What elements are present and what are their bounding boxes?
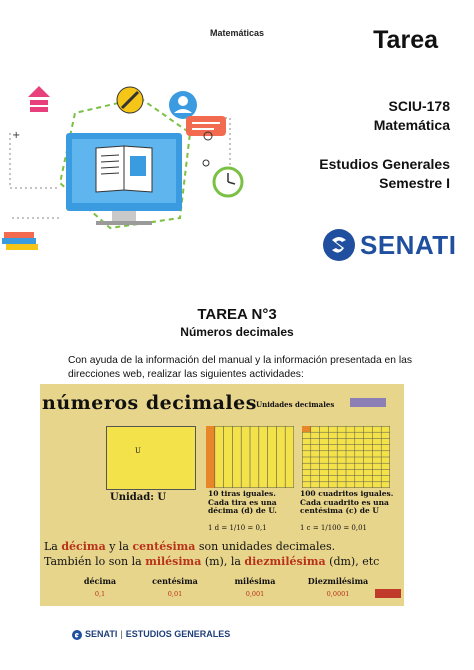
decimal-numbers-figure [40, 384, 404, 606]
course-info-block [319, 97, 450, 193]
pencil-icon [117, 87, 143, 113]
senati-logo-text: SENATI [360, 230, 457, 260]
clock-icon [214, 168, 242, 196]
senati-emblem-icon [322, 228, 356, 262]
assignment-instructions: Con ayuda de la información del manual y la información presentada en las direcciones web, realizar las siguientes actividades: [68, 355, 413, 380]
tenths-grid [206, 426, 294, 488]
footer-logo-text: SENATI [85, 629, 118, 639]
unit-name-decima: décima [83, 576, 117, 586]
books-stack-icon [2, 232, 38, 250]
unit-label: Unidad: U [110, 492, 167, 503]
unit-name-milesima: milésima [234, 576, 276, 586]
senati-emblem-small-icon [72, 630, 82, 640]
footer-separator: | [120, 629, 123, 639]
senati-logo [322, 228, 457, 262]
semester-label: Semestre I [379, 175, 450, 191]
assignment-title: TAREA N°3 [197, 306, 277, 323]
course-name: Matemática [373, 117, 450, 133]
figure-corner-badge [375, 589, 401, 598]
unit-value-decima: 0,1 [94, 590, 106, 598]
figure-tag-badge [350, 398, 386, 407]
figure-heading: números decimales [42, 392, 257, 414]
unit-value-diezmilesima: 0,0001 [326, 590, 350, 598]
hundredths-description: 100 cuadritos iguales. Cada cuadrito es una centésima (c) de U [300, 489, 394, 515]
hundredths-grid [302, 426, 390, 488]
tenths-equation: 1 d = 1/10 = 0,1 [208, 524, 267, 532]
cover-illustration [0, 78, 300, 268]
svg-text:+: + [12, 130, 21, 141]
user-avatar-icon [169, 91, 197, 119]
document-type-title: Tarea [373, 26, 438, 54]
program-name: Estudios Generales [319, 156, 450, 172]
tenths-description: 10 tiras iguales. Cada tira es una décima (d) de U. [208, 489, 277, 515]
figure-statement-2: También lo son la milésima (m), la diezmilésima (dm), etc [44, 555, 380, 568]
unit-square-letter: U [135, 447, 141, 455]
unit-square [106, 426, 196, 490]
footer [72, 629, 230, 640]
unit-value-centesima: 0,01 [167, 590, 183, 598]
open-book-icon [96, 146, 152, 192]
unit-value-milesima: 0,001 [245, 590, 265, 598]
assignment-topic: Números decimales [180, 325, 294, 339]
hundredths-equation: 1 c = 1/100 = 0,01 [300, 524, 367, 532]
figure-statement-1: La décima y la centésima son unidades decimales. [44, 540, 336, 553]
unit-name-centesima: centésima [152, 576, 198, 586]
header-subject: Matemáticas [209, 28, 265, 38]
upload-arrow-icon [28, 86, 50, 112]
footer-label: ESTUDIOS GENERALES [125, 629, 231, 639]
figure-tag: Unidades decimales [256, 400, 335, 409]
unit-name-diezmilesima: Diezmilésima [307, 576, 369, 586]
course-code: SCIU-178 [388, 98, 450, 114]
